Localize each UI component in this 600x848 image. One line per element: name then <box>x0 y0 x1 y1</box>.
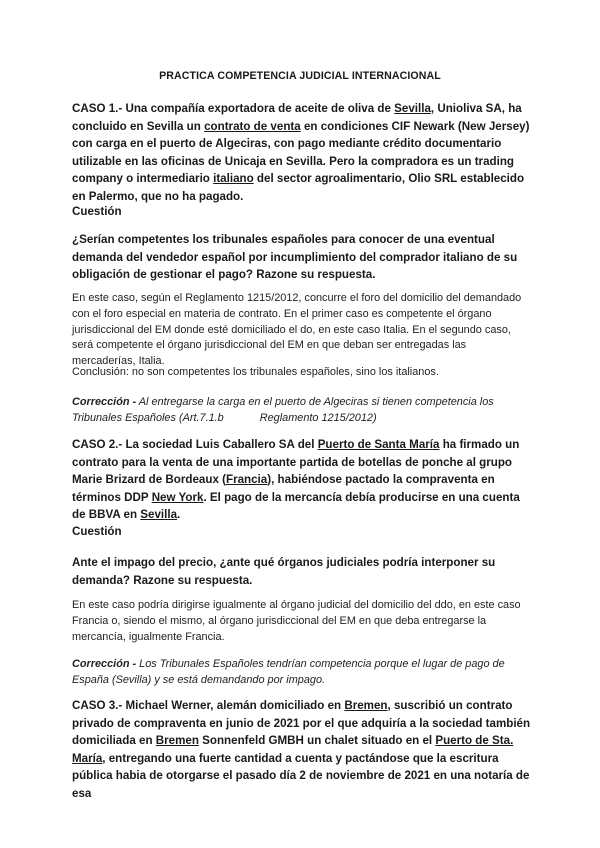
caso2-heading-text: ), habiéndose pactado la compraventa en términos DDP <box>72 473 495 504</box>
caso3-heading <box>72 697 532 803</box>
caso3-heading-underlined-puerto: Puerto de Sta. María <box>72 734 514 765</box>
caso2-heading-underlined-francia: Francia <box>225 473 268 487</box>
correction-label: Corrección - <box>72 396 137 408</box>
caso2-answer: En este caso podría dirigirse igualmente al órgano judicial del domicilio del ddo, en este caso Francia o, siendo el mismo, al órgano jurisdiccional del EM en que deba entregarse la mercancía, igualmente Francia. <box>72 599 521 643</box>
caso2-question: Ante el impago del precio, ¿ante qué órganos judiciales podría interponer su demanda? Razone su respuesta. <box>72 556 496 587</box>
caso3-heading-underlined-bremen: Bremen <box>344 699 388 712</box>
caso3-heading-text: , entregando una fuerte cantidad a cuenta y pactándose que la escritura pública habia de otorgarse el pasado día 2 de noviembre de 2021 en una notaría de esa <box>72 751 530 800</box>
caso1-answer: En este caso, según el Reglamento 1215/2012, concurre el foro del domicilio del demandado con el foro especial en materia de contrato. En el primer caso es competente el órgano jurisdiccional del EM donde esté domiciliado el do, en este caso Italia. En el segundo caso, será competente el órgano jurisdiccional del EM en que deban ser entregadas las mercaderías, Italia. <box>72 292 522 368</box>
caso2-heading <box>72 436 532 524</box>
caso3-heading-text: CASO 3.- Michael Werner, alemán domiciliado en <box>72 699 345 712</box>
caso1-heading-text: CASO 1.- Una compañía exportadora de aceite de oliva de <box>72 102 395 115</box>
correction-label: Corrección - <box>72 658 137 670</box>
caso2-heading-text: . El pago de la mercancía debía producirse en una cuenta de BBVA en <box>72 490 520 522</box>
caso1-heading-text: del sector agroalimentario, Olio SRL establecido en Palermo, que no ha pagado. <box>72 172 525 203</box>
caso2-heading-underlined-sevilla: Sevilla <box>140 508 178 522</box>
caso3-heading-text: , suscribió un contrato privado de compraventa en junio de 2021 por el que adquiría a la sociedad también domiciliada en <box>72 699 531 748</box>
caso2-heading-text: ha firmado un contrato para la venta de una importante partida de botellas de ponche al grupo Marie Brizard de Bordeaux ( <box>72 438 520 487</box>
caso1-cuestion-label: Cuestión <box>72 205 122 218</box>
caso1-question: ¿Serían competentes los tribunales españoles para conocer de una eventual demanda del vendedor español por incumplimiento del comprador italiano de su obligación de gestionar el pago? Razone su respuesta. <box>72 233 518 282</box>
caso2-correction <box>72 656 532 688</box>
caso2-heading-underlined-puerto: Puerto de Santa María <box>317 438 440 451</box>
caso2-cuestion-label: Cuestión <box>72 525 122 538</box>
caso1-correction <box>72 394 532 426</box>
caso1-heading-text: , Unioliva SA, ha concluido en Sevilla un <box>72 102 522 133</box>
correction-text: Al entregarse la carga en el puerto de Algeciras si tienen competencia los <box>136 396 494 408</box>
caso3-heading-underlined-bremen: Bremen <box>155 734 199 748</box>
caso1-heading-underlined-sevilla: Sevilla <box>394 102 431 115</box>
caso2-heading-underlined-newyork: New York <box>151 490 204 504</box>
caso2-heading-text: CASO 2.- La sociedad Luis Caballero SA del <box>72 438 318 451</box>
correction-text: Tribunales Españoles (Art.7.1.b <box>72 412 224 424</box>
caso2-heading-text: . <box>177 508 181 522</box>
caso1-heading-underlined-contrato: contrato de venta <box>204 119 301 133</box>
caso3-heading-text: Sonnenfeld GMBH un chalet situado en el <box>198 734 436 748</box>
caso1-heading <box>72 100 532 206</box>
caso1-conclusion: Conclusión: no son competentes los tribunales españoles, sino los italianos. <box>72 366 439 378</box>
caso1-heading-underlined-italiano: italiano <box>213 172 254 186</box>
correction-text: Reglamento 1215/2012) <box>259 412 377 424</box>
caso1-heading-text: en condiciones CIF Newark (New Jersey) con carga en el puerto de Algeciras, con pago mediante crédito documentario utilizable en las oficinas de Unicaja en Sevilla. Pero la compradora es un trading company o intermediario <box>72 119 530 186</box>
correction-text: Los Tribunales Españoles tendrían competencia porque el lugar de pago de España (Sevilla) y se está demandando por impago. <box>72 658 505 686</box>
document-title: PRACTICA COMPETENCIA JUDICIAL INTERNACIONAL <box>159 70 441 82</box>
